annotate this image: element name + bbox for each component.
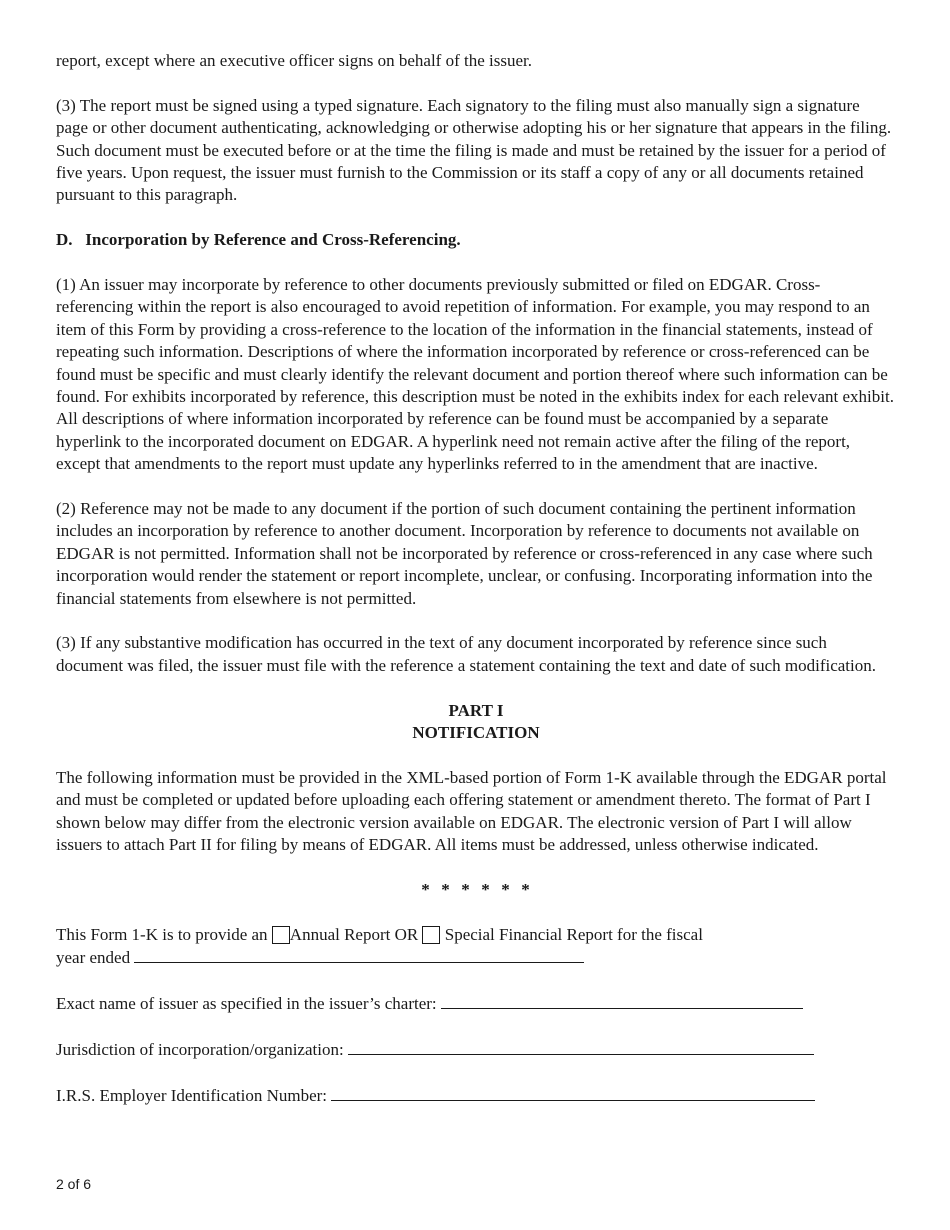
annual-report-label: Annual Report OR xyxy=(289,924,419,944)
annual-report-checkbox[interactable] xyxy=(272,926,290,944)
irs-ein-row xyxy=(56,1084,896,1107)
special-financial-report-checkbox[interactable] xyxy=(422,926,440,944)
report-type-row xyxy=(56,924,896,946)
issuer-name-field[interactable] xyxy=(441,992,803,1009)
paragraph-incorporation-3: (3) If any substantive modification has occurred in the text of any document incorporated by reference since such document was filed, the issuer must file with the reference a statement containing the text and date of such modification. xyxy=(56,633,876,675)
jurisdiction-field[interactable] xyxy=(348,1038,814,1055)
special-financial-report-label: Special Financial Report for the fiscal xyxy=(444,924,703,944)
jurisdiction-label: Jurisdiction of incorporation/organization: xyxy=(56,1039,344,1059)
paragraph-typed-signature: (3) The report must be signed using a typed signature. Each signatory to the filing must also manually sign a signature page or other document authenticating, acknowledging or otherwise adopting his or her signature that appears in the filing. Such document must be executed before or at the time the filing is made and must be retained by the issuer for a period of five years. Upon request, the issuer must furnish to the Commission or its staff a copy of any or all documents retained pursuant to this paragraph. xyxy=(56,95,892,205)
jurisdiction-row xyxy=(56,1038,896,1061)
report-type-prefix: This Form 1-K is to provide an xyxy=(56,924,268,944)
irs-ein-label: I.R.S. Employer Identification Number: xyxy=(56,1085,327,1105)
irs-ein-field[interactable] xyxy=(331,1084,815,1101)
paragraph-part-intro: The following information must be provided in the XML-based portion of Form 1-K available through the EDGAR portal and must be completed or updated before uploading each offering statement or amendment thereto. The format of Part I shown below may differ from the electronic version available on EDGAR. The electronic version of Part I will allow issuers to attach Part II for filing by means of EDGAR. All items must be addressed, unless otherwise indicated. xyxy=(56,767,887,855)
year-ended-field[interactable] xyxy=(134,946,584,963)
issuer-name-label: Exact name of issuer as specified in the issuer’s charter: xyxy=(56,993,437,1013)
issuer-name-row xyxy=(56,992,896,1015)
paragraph-incorporation-2: (2) Reference may not be made to any document if the portion of such document containing the pertinent information includes an incorporation by reference to another document. Incorporation by reference to documents not available on EDGAR is not permitted. Information shall not be incorporated by reference or cross-referenced in any case where such incorporation would render the statement or report incomplete, unclear, or confusing. Incorporating information into the financial statements from elsewhere is not permitted. xyxy=(56,499,873,608)
year-ended-label: year ended xyxy=(56,948,131,968)
separator-stars: * * * * * * xyxy=(421,879,531,899)
paragraph-incorporation-1: (1) An issuer may incorporate by reference to other documents previously submitted or filed on EDGAR. Cross-referencing within the report is also encouraged to avoid repetition of information. For example, you may respond to an item of this Form by providing a cross-reference to the location of the information in the financial statements, instead of repeating such information. Descriptions of where the information incorporated by reference or cross-referenced can be found must be specific and must clearly identify the relevant document and portion thereof where such information can be found. For exhibits incorporated by reference, this description must be noted in the exhibits index for each relevant exhibit. All descriptions of where information incorporated by reference can be found must be accompanied by a separate hyperlink to the incorporated document on EDGAR. A hyperlink need not remain active after the filing of the report, except that amendments to the report must update any hyperlinks referred to in the amendment that are inactive. xyxy=(56,275,894,474)
document-page xyxy=(56,50,896,1107)
paragraph-signature-continued: report, except where an executive officer signs on behalf of the issuer. xyxy=(56,51,532,70)
part-subtitle: NOTIFICATION xyxy=(412,723,540,743)
part-title: PART I xyxy=(448,700,504,720)
page-number: 2 of 6 xyxy=(56,1176,92,1192)
section-d-heading: D. Incorporation by Reference and Cross-Referencing. xyxy=(56,230,461,250)
year-ended-row xyxy=(56,946,896,969)
